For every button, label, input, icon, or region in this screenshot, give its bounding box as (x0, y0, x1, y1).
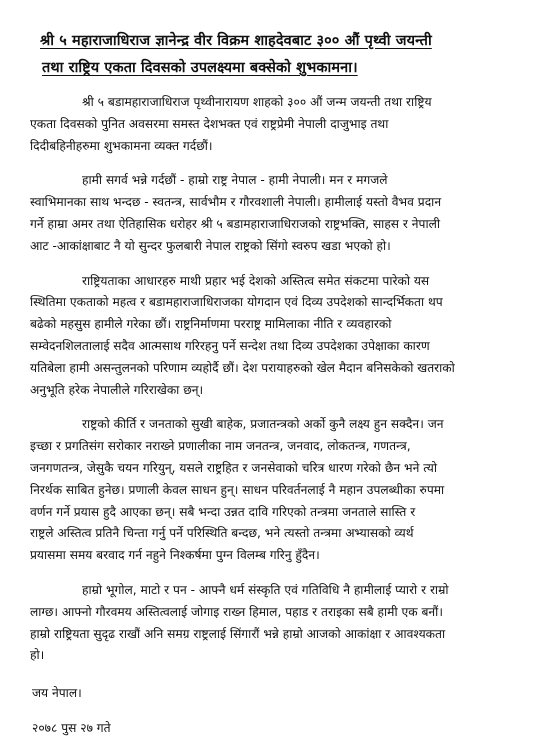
paragraph-democracy (30, 414, 518, 567)
paragraph-line: लाग्छ। आफ्नो गौरवमय अस्तित्वलाई जोगाइ राख्न हिमाल, पहाड र तराइका सबै हामी एक बनौं। (30, 604, 443, 619)
title-line: श्री ५ महाराजाधिराज ज्ञानेन्द्र वीर विक्रम शाहदेवबाट ३०० औं पृथ्वी जयन्ती (40, 33, 432, 49)
paragraph-line: हामी सगर्व भन्ने गर्दछौं - हाम्रो राष्ट्र नेपाल - हामी नेपाली। मन र मगजले (82, 173, 388, 188)
paragraph-nationality (30, 271, 518, 402)
paragraph-line: इच्छा र प्रगतिसंग सरोकार नराख्ने प्रणालीका नाम जनतन्त्र, जनवाद, लोकतन्त्र, गणतन्त्र, (30, 439, 411, 454)
paragraph-line: राष्ट्रको कीर्ति र जनताको सुखी बाहेक, प्रजातन्त्रको अर्को कुनै लक्ष्य हुन सक्दैन। जन (82, 417, 444, 432)
paragraph-line: आट -आकांक्षाबाट नै यो सुन्दर फुलबारी नेपाल राष्ट्रको सिंगो स्वरुप खडा भएको हो। (30, 238, 391, 253)
paragraph-line: दिदीबहिनीहरुमा शुभकामना व्यक्त गर्दछौं। (30, 138, 213, 153)
closing-block (32, 683, 518, 739)
title-line: तथा राष्ट्रिय एकता दिवसको उपलक्ष्यमा बक्सेको शुभकामना। (42, 60, 358, 76)
paragraph-line: यतिबेला हामी असन्तुलनको परिणाम व्यहोर्दै छौं। देश परायाहरुको खेल मैदान बनिसकेको खतराको (30, 360, 455, 375)
paragraph-line: श्री ५ बडामहाराजाधिराज पृथ्वीनारायण शाहको ३०० औं जन्म जयन्ती तथा राष्ट्रिय (82, 95, 432, 109)
document-date: २०७८ पुस २७ गते (32, 721, 111, 736)
paragraph-line: स्वाभिमानका साथ भन्दछ - स्वतन्त्र, सार्वभौम र गौरवशाली नेपाली। हामीलाई यस्तो वैभव प्रदान (30, 195, 442, 210)
paragraph-line: अनुभूति हरेक नेपालीले गरिराखेका छन्। (30, 382, 204, 397)
paragraph-line: वर्णन गर्ने प्रयास हुदै आएका छन्। सबै भन्दा उन्नत दावि गरिएको तन्त्रमा जनताले सास्ति र (30, 504, 416, 519)
paragraph-line: राष्ट्रले अस्तित्व प्रतिनै चिन्ता गर्नु पर्ने परिस्थिति बन्दछ, भने त्यस्तो तन्त्रमा अभ्यासको व्यर्थ (30, 526, 414, 541)
paragraph-line: जनगणतन्त्र, जेसुकै चयन गरियुन्, यसले राष्ट्रहित र जनसेवाको चरित्र धारण गरेको छैन भने त्यो (30, 460, 437, 475)
paragraph-line: हाम्रो भूगोल, माटो र पन - आफ्नै धर्म संस्कृति एवं गतिविधि नै हामीलाई प्यारो र राम्रो (82, 582, 449, 597)
document-title (40, 28, 518, 82)
closing-salutation: जय नेपाल। (32, 686, 82, 701)
paragraph-greeting (30, 92, 518, 157)
paragraph-line: स्थितिमा एकताको महत्व र बडामहाराजाधिराजका योगदान एवं दिव्य उपदेशको सान्दर्भिकता थप (30, 295, 443, 310)
paragraph-line: हाम्रो राष्ट्रियता सुदृढ राखौं अनि समग्र राष्ट्रलाई सिंगारौं भन्ने हाम्रो आजको आकांक्षा र आवश्यकता (30, 626, 446, 641)
paragraph-line: प्रयासमा समय बरवाद गर्न नहुने निश्कर्षमा पुग्न विलम्ब गरिनु हुँदैन। (30, 548, 320, 563)
paragraph-line: सम्वेदनशिलतालाई सदैव आत्मसाथ गरिरहनु पर्ने सन्देश तथा दिव्य उपदेशका उपेक्षाका कारण (30, 338, 430, 353)
paragraph-line: हो। (30, 648, 45, 663)
paragraph-line: राष्ट्रियताका आधारहरु माथी प्रहार भई देशको अस्तित्व समेत संकटमा पारेको यस (82, 273, 430, 288)
paragraph-line: गर्ने हाम्रा अमर तथा ऐतिहासिक धरोहर श्री ५ बडामहाराजाधिराजको राष्ट्रभक्ति, साहस र नेपाली (30, 216, 441, 231)
paragraph-line: बढेको महसुस हामीले गरेका छौं। राष्ट्रनिर्माणमा परराष्ट्र मामिलाका नीति र व्यवहारको (30, 317, 392, 332)
paragraph-line: निरर्थक साबित हुनेछ। प्रणाली केवल साधन हुन्। साधन परिवर्तनलाई नै महान उपलब्धीका रुपमा (30, 482, 445, 497)
paragraph-geography (30, 580, 518, 667)
paragraph-pride (30, 170, 518, 257)
paragraph-line: एकता दिवसको पुनित अवसरमा समस्त देशभक्त एवं राष्ट्रप्रेमी नेपाली दाजुभाइ तथा (30, 116, 389, 131)
